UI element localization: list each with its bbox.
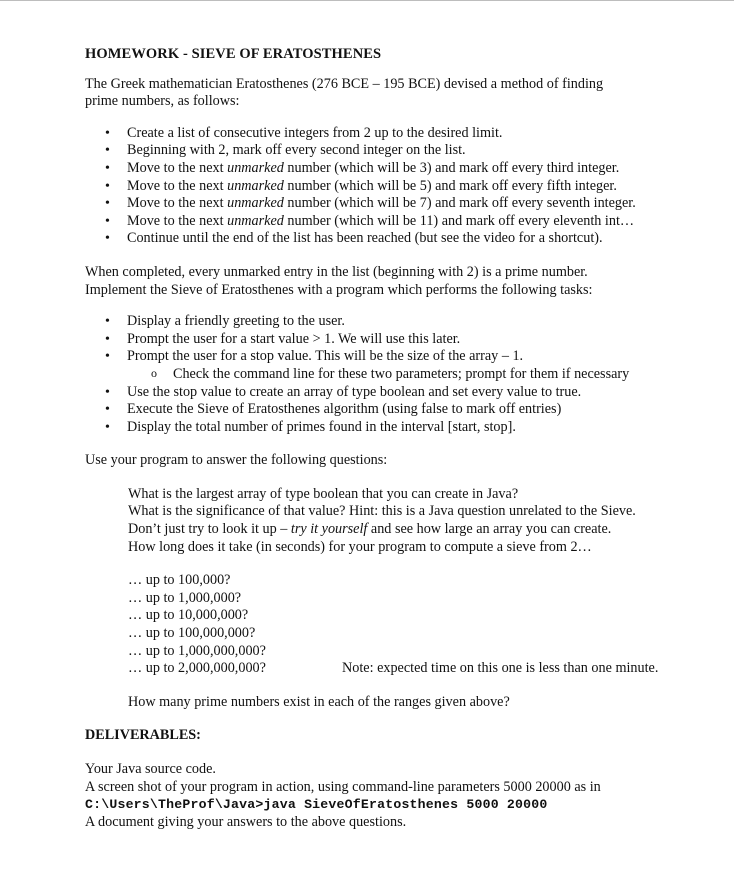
page-title: HOMEWORK - SIEVE OF ERATOSTHENES: [85, 46, 382, 62]
tasks-list: [85, 313, 685, 436]
sieve-steps-list: [85, 125, 685, 248]
question-timing: How long does it take (in seconds) for your program to compute a sieve from 2…: [128, 538, 592, 555]
document-page: [85, 46, 685, 831]
list-item: • Create a list of consecutive integers from 2 up to the desired limit.: [127, 125, 685, 143]
intro-line-1: The Greek mathematician Eratosthenes (276 BCE – 195 BCE) devised a method of finding: [85, 75, 604, 92]
range-item: … up to 100,000,000?: [128, 625, 256, 642]
task-display-total: • Display the total number of primes found in the interval [start, stop].: [127, 419, 685, 437]
question-largest-array: What is the largest array of type boolean that you can create in Java?: [128, 485, 519, 502]
list-item: • Move to the next unmarked number (which will be 3) and mark off every third integer.: [127, 160, 685, 178]
task-greeting: • Display a friendly greeting to the user.: [127, 313, 685, 331]
range-item: … up to 2,000,000,000? Note: expected time on this one is less than one minute.: [128, 660, 659, 677]
list-item: • Move to the next unmarked number (which will be 11) and mark off every eleventh int…: [127, 213, 685, 231]
list-item: • Move to the next unmarked number (which will be 5) and mark off every fifth integer.: [127, 178, 685, 196]
task-command-line: o Check the command line for these two parameters; prompt for them if necessary: [173, 366, 685, 384]
range-item: … up to 1,000,000?: [128, 589, 242, 606]
deliverables-list: [85, 761, 685, 831]
completion-line-1: When completed, every unmarked entry in the list (beginning with 2) is a prime number.: [85, 263, 588, 280]
intro-paragraph: [85, 76, 685, 111]
range-item: … up to 1,000,000,000?: [128, 642, 266, 659]
intro-line-2: prime numbers, as follows:: [85, 93, 240, 110]
question-significance: What is the significance of that value? Hint: this is a Java question unrelated to the Sieve.: [128, 503, 636, 520]
questions-block: [85, 486, 685, 712]
task-execute-sieve: • Execute the Sieve of Eratosthenes algorithm (using false to mark off entries): [127, 401, 685, 419]
task-create-array: • Use the stop value to create an array of type boolean and set every value to true.: [127, 384, 685, 402]
task-sublist: [127, 366, 685, 384]
command-line-example: C:\Users\TheProf\Java>java SieveOfEratosthenes 5000 20000: [85, 797, 548, 813]
deliverable-document: A document giving your answers to the above questions.: [85, 813, 407, 830]
task-start-value: • Prompt the user for a start value > 1. We will use this later.: [127, 331, 685, 349]
list-item: • Beginning with 2, mark off every second integer on the list.: [127, 142, 685, 160]
deliverable-screenshot: A screen shot of your program in action, using command-line parameters 5000 20000 as in: [85, 778, 601, 795]
list-item: • Continue until the end of the list has been reached (but see the video for a shortcut).: [127, 230, 685, 248]
question-prime-count: How many prime numbers exist in each of the ranges given above?: [128, 693, 510, 710]
task-stop-value: • Prompt the user for a stop value. This will be the size of the array – 1. o Check the command line for these two parameters; prompt for them if necessary: [127, 348, 685, 383]
range-note: Note: expected time on this one is less than one minute.: [342, 660, 659, 677]
questions-intro: Use your program to answer the following questions:: [85, 452, 388, 469]
completion-line-2: Implement the Sieve of Eratosthenes with a program which performs the following tasks:: [85, 281, 593, 298]
deliverables-heading: DELIVERABLES:: [85, 727, 201, 744]
deliverable-source: Your Java source code.: [85, 761, 216, 777]
range-item: … up to 100,000?: [128, 572, 231, 589]
ranges-list: [128, 572, 685, 678]
range-item: … up to 10,000,000?: [128, 607, 249, 624]
completion-paragraph: [85, 264, 685, 299]
top-border: [0, 0, 734, 1]
list-item: • Move to the next unmarked number (which will be 7) and mark off every seventh integer.: [127, 195, 685, 213]
question-try-it: Don’t just try to look it up – try it yourself and see how large an array you can create.: [128, 521, 612, 538]
